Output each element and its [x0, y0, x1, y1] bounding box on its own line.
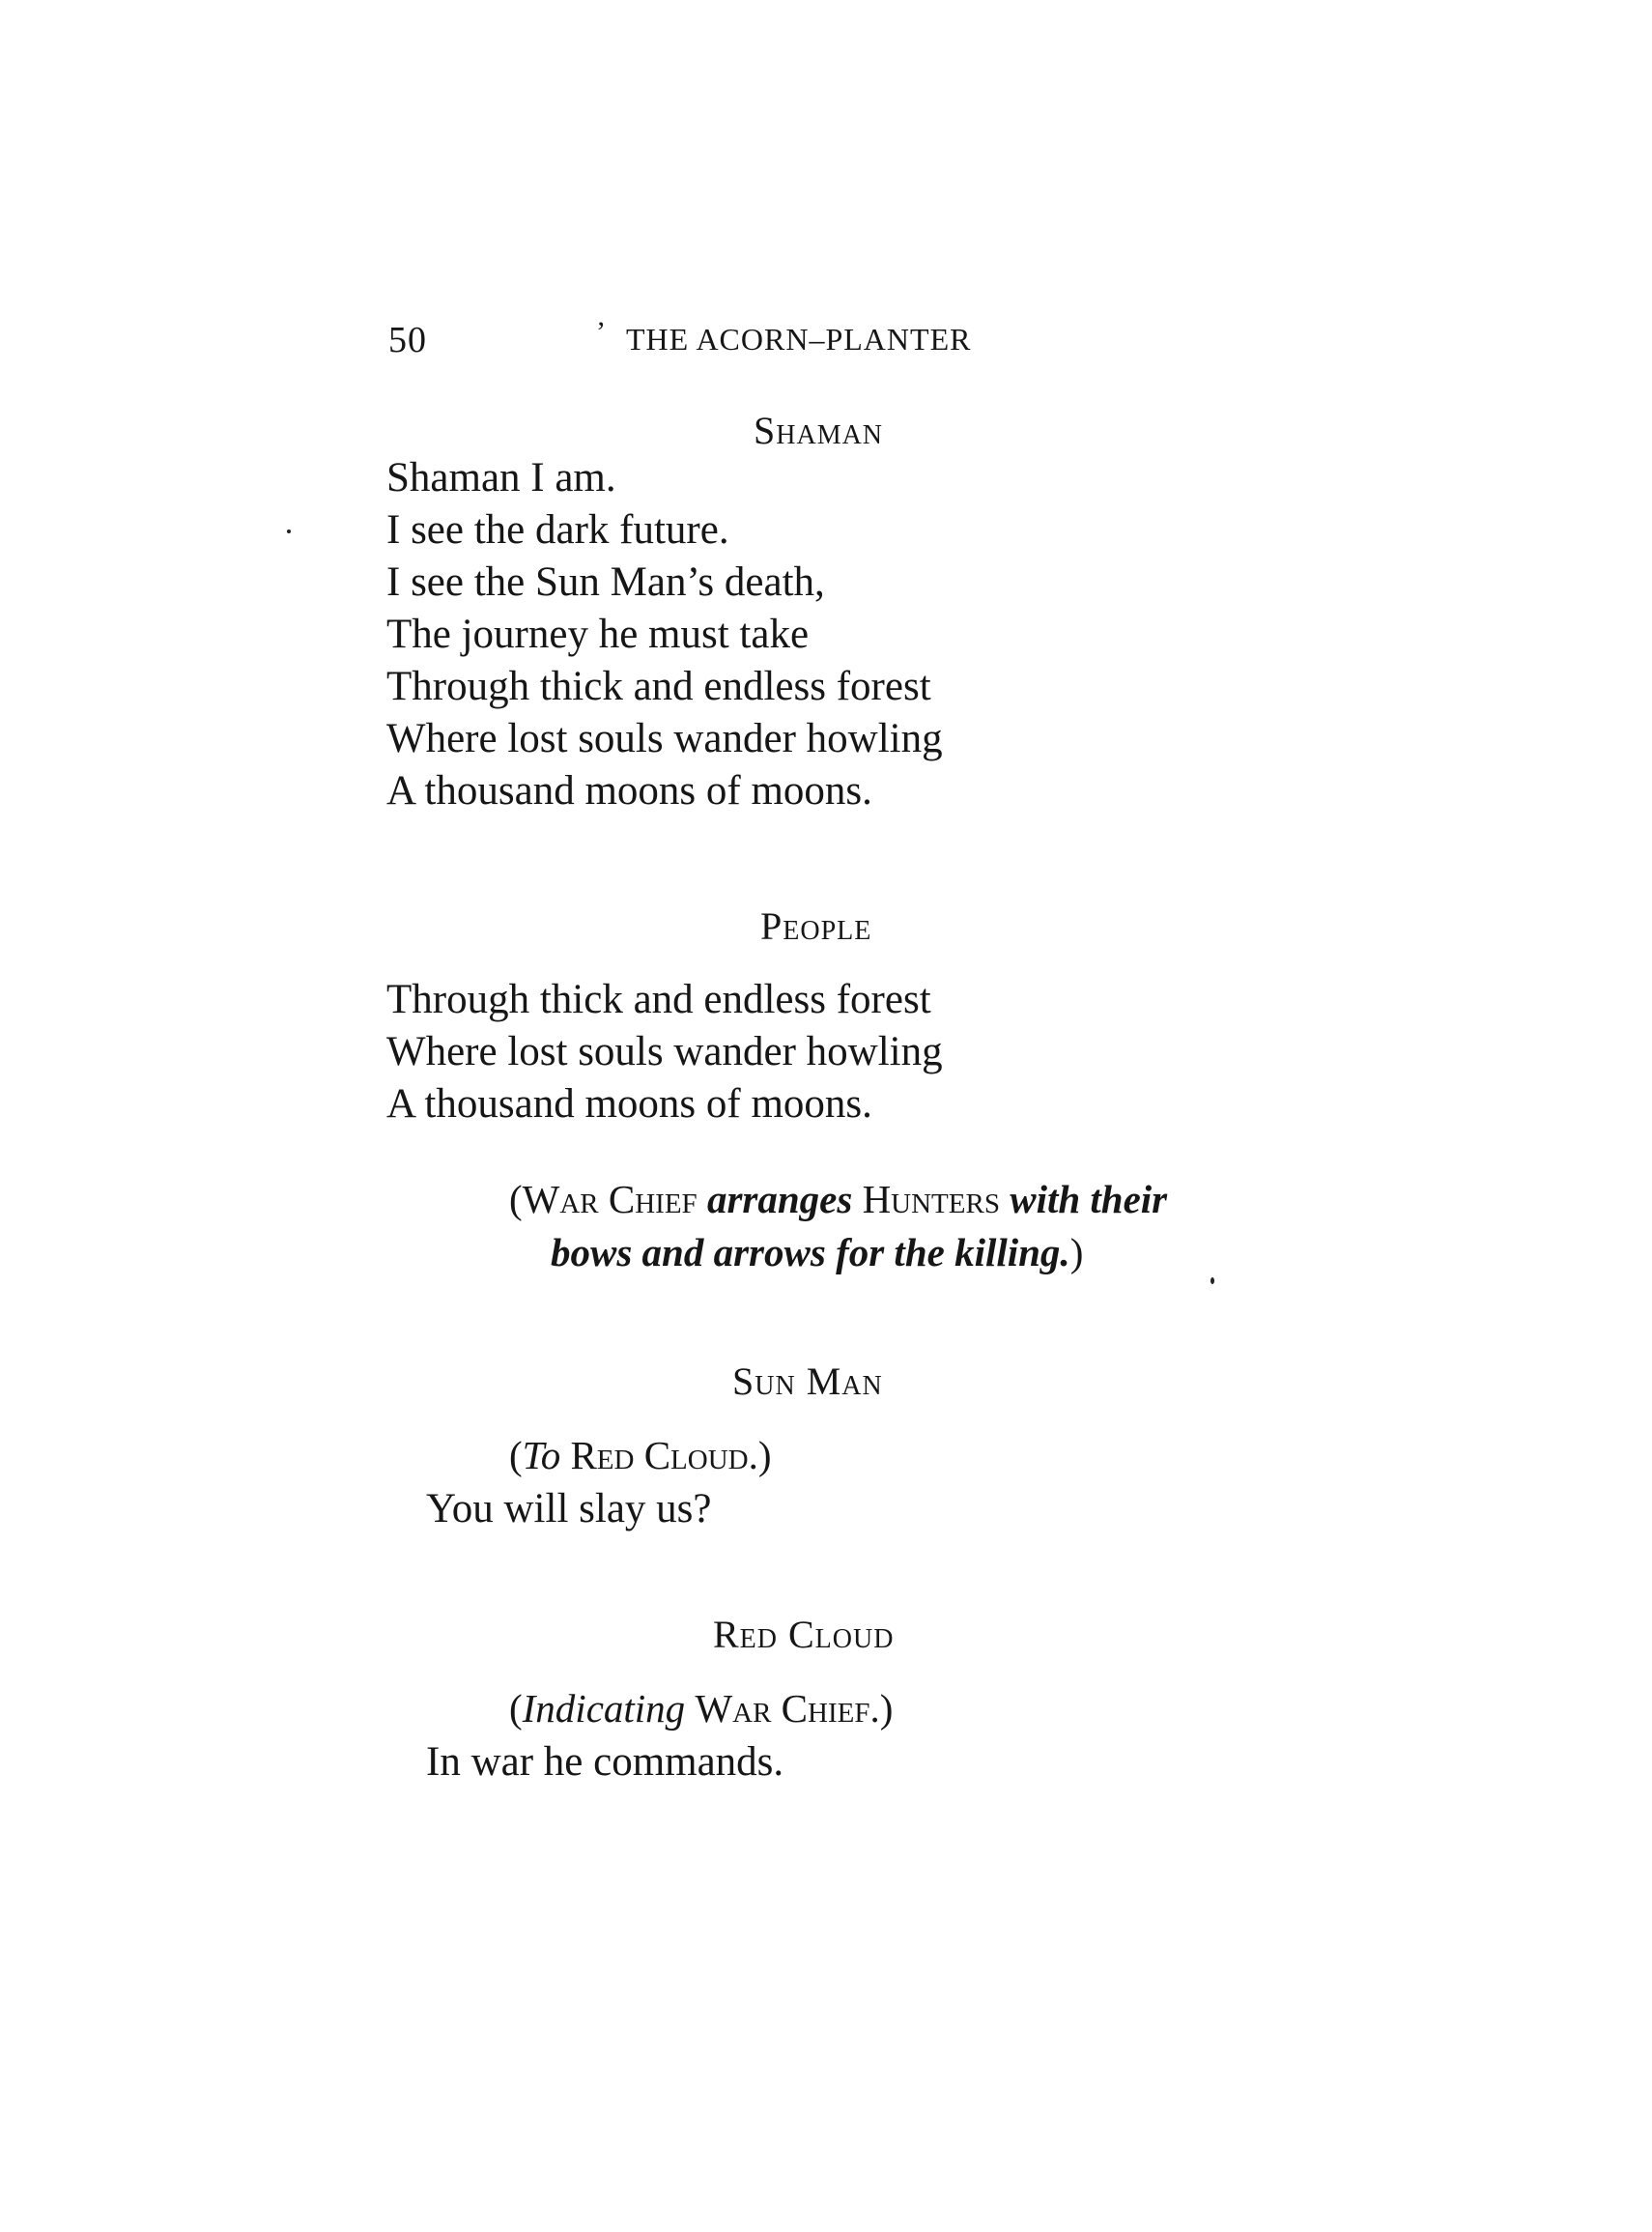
character-war-chief: War Chief	[522, 1177, 698, 1221]
direction-verb: arranges	[706, 1177, 853, 1221]
verse-line: Through thick and endless forest	[386, 977, 931, 1022]
scan-speck	[287, 529, 291, 533]
paren-open: (	[509, 1686, 523, 1731]
direction-text: bows and arrows for the killing.	[551, 1230, 1070, 1274]
verse-line: Shaman I am.	[386, 455, 616, 501]
paren-close: )	[757, 1433, 772, 1477]
stage-direction-continued	[551, 1225, 1083, 1279]
scan-speck	[1211, 1277, 1214, 1284]
character-hunters: Hunters	[862, 1177, 1000, 1221]
speaker-red-cloud: Red Cloud	[713, 1613, 895, 1656]
verse-line: I see the dark future.	[386, 507, 729, 553]
page-number: 50	[388, 320, 427, 360]
people-verse	[386, 974, 943, 1130]
stage-direction	[509, 1172, 1167, 1226]
verse-line: A thousand moons of moons.	[386, 768, 872, 814]
speaker-sun-man: Sun Man	[732, 1359, 883, 1403]
verse-line: Where lost souls wander howling	[386, 716, 943, 761]
sun-man-direction	[509, 1428, 772, 1482]
verse-line: A thousand moons of moons.	[386, 1081, 872, 1127]
paren-close: )	[879, 1686, 894, 1731]
paren-close: )	[1069, 1230, 1084, 1274]
direction-text: with their	[1010, 1177, 1168, 1221]
character-red-cloud: Red Cloud.	[570, 1433, 758, 1477]
sun-man-line: You will slay us?	[426, 1486, 712, 1531]
direction-text: To	[522, 1433, 561, 1477]
shaman-verse	[386, 452, 943, 817]
verse-line: I see the Sun Man’s death,	[386, 559, 825, 605]
running-title: THE ACORN–PLANTER	[626, 322, 972, 357]
printer-mark: ’	[596, 316, 607, 348]
paren-open: (	[509, 1177, 523, 1221]
verse-line: Through thick and endless forest	[386, 664, 931, 709]
red-cloud-line: In war he commands.	[426, 1739, 784, 1785]
verse-line: The journey he must take	[386, 612, 810, 657]
paren-open: (	[509, 1433, 523, 1477]
direction-text: Indicating	[522, 1686, 686, 1731]
red-cloud-direction	[509, 1681, 893, 1735]
verse-line: Where lost souls wander howling	[386, 1029, 943, 1074]
speaker-people: People	[760, 904, 872, 948]
character-war-chief: War Chief.	[695, 1686, 880, 1731]
speaker-shaman: Shaman	[754, 409, 884, 452]
